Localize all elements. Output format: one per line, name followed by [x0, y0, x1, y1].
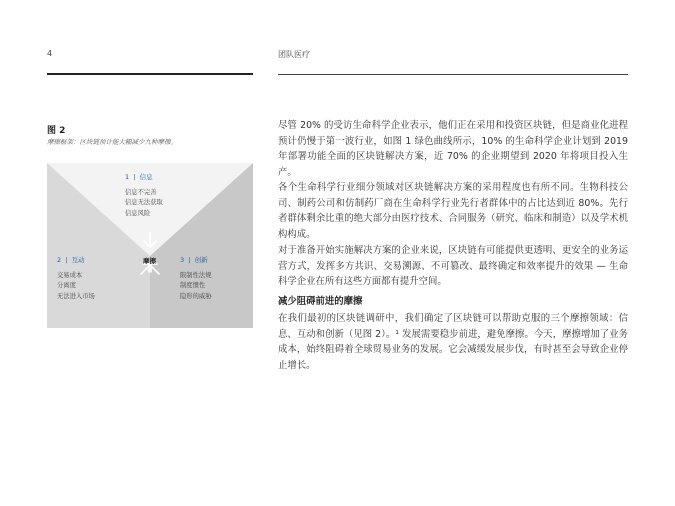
section-heading: 3 | 创新	[180, 256, 208, 264]
list-item: 限制性法规	[180, 271, 212, 279]
right-header-rule	[278, 74, 628, 75]
list-item: 制度惯性	[180, 282, 206, 289]
list-item: 无法进入市场	[57, 292, 95, 300]
figure-label: 图 2	[47, 126, 66, 136]
page-number: 4	[47, 49, 53, 58]
section-innovation	[180, 255, 211, 302]
running-header: 团队医疗	[278, 50, 310, 59]
body-paragraph: 各个生命科学行业细分领域对区块链解决方案的采用程度也有所不同。生物科技公司、制药公司和仿制药厂商在生命科学行业先行者群体中的占比达到近 80%。先行者群体剩余比重的绝大部分由医疗技术、合同服务（研究、临床和制造）以及学术机构构成。	[278, 182, 628, 240]
hub-label: 摩擦	[143, 257, 156, 265]
section-title: 创新	[194, 256, 208, 264]
list-item: 信息风险	[125, 209, 151, 217]
left-header-rule	[47, 73, 253, 75]
section-heading: 减少阻碍前进的摩擦	[278, 296, 363, 307]
body-paragraph: 在我们最初的区块链调研中，我们确定了区块链可以帮助克服的三个摩擦领域：信息、互动和创新（见图 2）。¹ 发展需要稳步前进，避免摩擦。今天，摩擦增加了业务成本，始终阻碍着全球贸易业务的发展。它会减缓发展步伐，有时甚至会导致企业停止增长。	[278, 313, 628, 371]
section-title: 互动	[71, 256, 85, 264]
section-heading: 2 | 互动	[57, 256, 85, 264]
body-paragraph: 尽管 20% 的受访生命科学企业表示，他们正在采用和投资区块链，但是商业化进程预计仍慢于第一波行业，如图 1 绿色曲线所示，10% 的生命科学企业计划到 2019 年部署功能全面的区块链解决方案，近 70% 的企业期望到 2020 年将项目投入生产。	[278, 120, 628, 178]
section-number: 3	[180, 256, 185, 264]
figure-caption: 摩擦框架：区块链预计能大幅减少九种摩擦。	[47, 138, 177, 146]
body-paragraph: 对于准备开始实施解决方案的企业来说，区块链有可能提供更透明、更安全的业务运营方式，发挥多方共识、交易溯源、不可篡改、最终确定和效率提升的效果 — 生命科学企业在所有这些方面都有提升空间。	[278, 245, 628, 287]
section-information	[125, 172, 163, 219]
section-heading: 1 | 信息	[125, 173, 153, 181]
list-item: 交易成本	[57, 271, 83, 279]
section-title: 信息	[139, 173, 153, 181]
friction-diagram	[47, 163, 253, 328]
list-item: 信息无法获取	[125, 199, 163, 206]
list-item: 信息不完善	[125, 188, 157, 196]
section-number: 2	[57, 256, 62, 264]
section-number: 1	[125, 173, 130, 181]
list-item: 分离度	[57, 282, 76, 289]
section-interaction	[57, 255, 95, 302]
list-item: 隐形的威胁	[180, 292, 212, 300]
